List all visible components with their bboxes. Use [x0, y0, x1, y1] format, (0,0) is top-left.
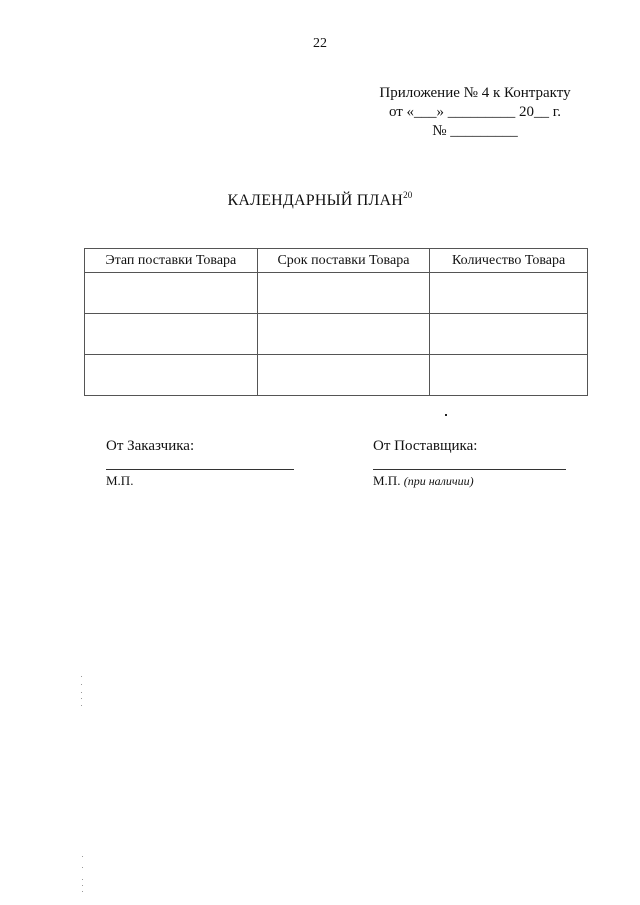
calendar-plan-table	[84, 248, 588, 396]
table-cell	[257, 314, 430, 355]
supplier-stamp	[373, 473, 474, 489]
appendix-number: № _________	[432, 123, 518, 139]
document-title	[0, 190, 640, 210]
title-footnote-ref: 20	[403, 190, 413, 200]
supplier-label: От Поставщика:	[373, 438, 478, 454]
scan-speck	[82, 885, 83, 886]
supplier-signature-line	[373, 469, 566, 470]
scan-speck	[81, 705, 82, 706]
table-row	[85, 273, 588, 314]
table-header-row	[85, 249, 588, 273]
scan-speck	[445, 414, 447, 416]
supplier-stamp-note: (при наличии)	[403, 474, 474, 488]
table-row	[85, 314, 588, 355]
table-cell	[430, 273, 588, 314]
scan-speck	[81, 676, 82, 677]
title-text: КАЛЕНДАРНЫЙ ПЛАН	[227, 192, 404, 209]
table-cell	[85, 355, 258, 396]
appendix-header	[360, 84, 590, 141]
appendix-date: от «___» _________ 20__ г.	[388, 104, 562, 120]
header-deadline: Срок поставки Товара	[257, 249, 430, 273]
scan-speck	[81, 698, 82, 699]
scan-speck	[82, 891, 83, 892]
table-cell	[430, 355, 588, 396]
supplier-stamp-label: М.П.	[373, 473, 401, 488]
table-cell	[85, 273, 258, 314]
page-number: 22	[313, 36, 327, 51]
header-quantity: Количество Товара	[430, 249, 588, 273]
customer-label: От Заказчика:	[106, 438, 195, 454]
scan-speck	[82, 879, 83, 880]
table-cell	[85, 314, 258, 355]
scan-speck	[82, 867, 83, 868]
table-cell	[257, 273, 430, 314]
scan-speck	[81, 684, 82, 685]
customer-stamp	[106, 473, 133, 489]
table-row	[85, 355, 588, 396]
table-cell	[257, 355, 430, 396]
appendix-title: Приложение № 4 к Контракту	[379, 85, 571, 101]
customer-signature-line	[106, 469, 294, 470]
scan-speck	[81, 692, 82, 693]
scan-speck	[82, 856, 83, 857]
customer-stamp-label: М.П.	[106, 473, 134, 488]
table-cell	[430, 314, 588, 355]
header-stage: Этап поставки Товара	[85, 249, 258, 273]
